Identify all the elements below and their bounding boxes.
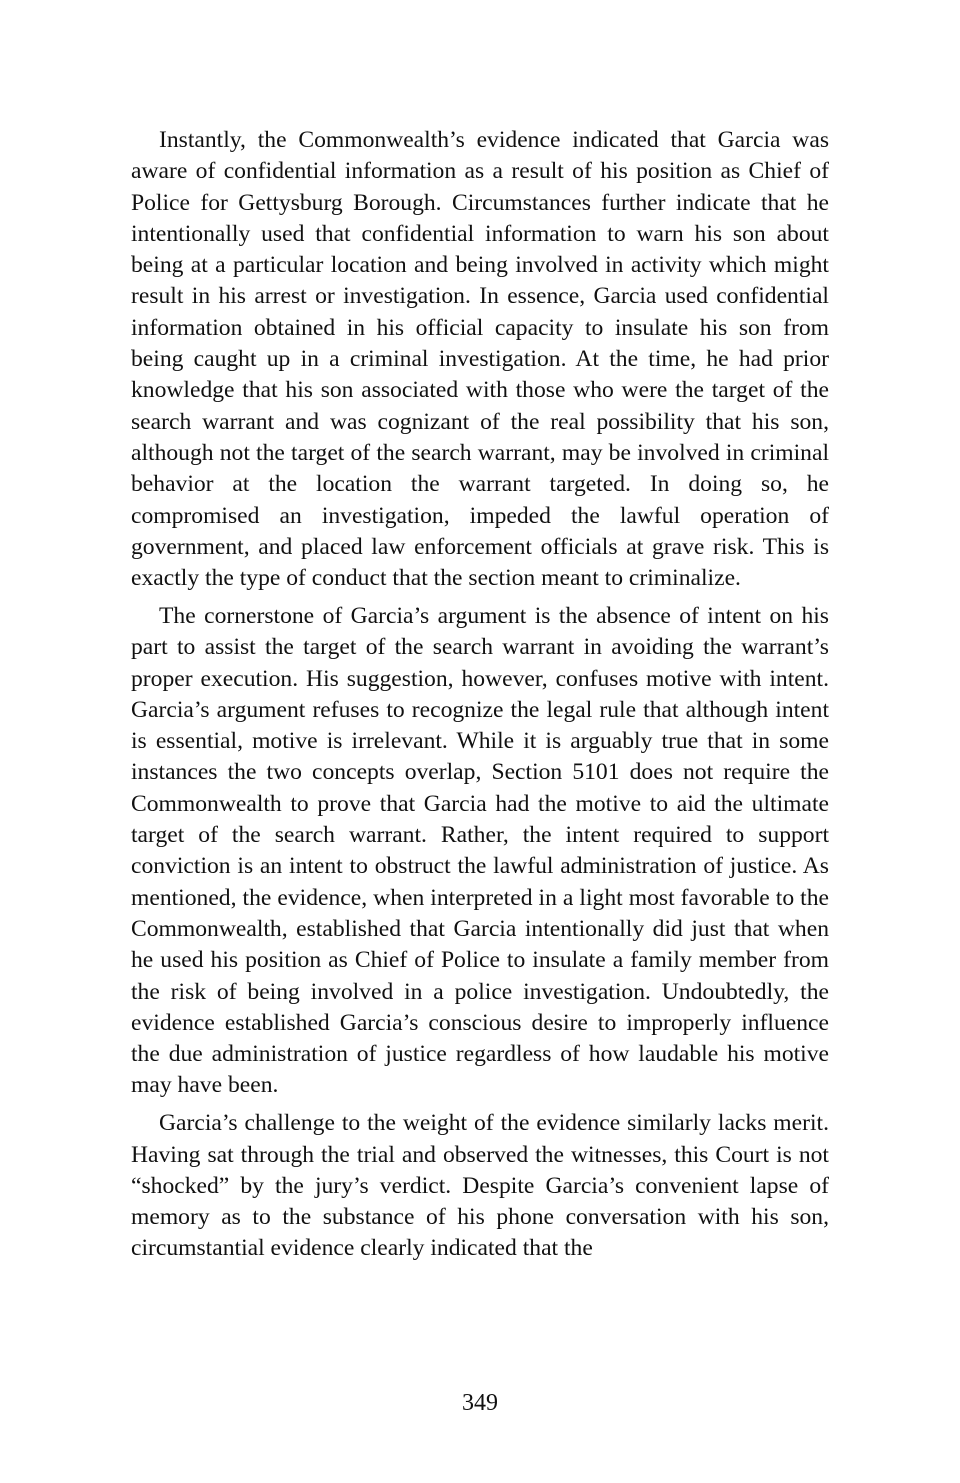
paragraph-weight-of-evidence: Garcia’s challenge to the weight of the evidence similarly lacks merit. Having sat through the trial and observed the witnesses, this Court is not “shocked” by the jury’s verdict. Despite Garcia’s convenient lapse of memory as to the substance of his phone conversation with his son, circumstantial evidence clearly indicated that the — [131, 1110, 829, 1262]
paragraph-evidence-summary: Instantly, the Commonwealth’s evidence indicated that Garcia was aware of confidential information as a result of his position as Chief of Police for Gettysburg Borough. Circumstances further indicate that he intentionally used that confidential information to warn his son about being at a particular location and being involved in activity which might result in his arrest or investigation. In essence, Garcia used confidential information obtained in his official capacity to insulate his son from being caught up in a criminal investigation. At the time, he had prior knowledge that his son associated with those who were the target of the search warrant and was cognizant of the real possibility that his son, although not the target of the search warrant, may be involved in criminal behavior at the location the warrant targeted. In doing so, he compromised an investigation, impeded the lawful operation of government, and placed law enforcement officials at grave risk. This is exactly the type of conduct that the section meant to criminalize. — [131, 127, 829, 592]
page-number: 349 — [462, 1390, 498, 1416]
page-body — [131, 125, 829, 1265]
paragraph-intent-vs-motive: The cornerstone of Garcia’s argument is the absence of intent on his part to assist the target of the search warrant in avoiding the warrant’s proper execution. His suggestion, however, confuses motive with intent. Garcia’s argument refuses to recognize the legal rule that although intent is essential, motive is irrelevant. While it is arguably true that in some instances the two concepts overlap, Section 5101 does not require the Commonwealth to prove that Garcia had the motive to aid the ultimate target of the search warrant. Rather, the intent required to support conviction is an intent to obstruct the lawful administration of justice. As mentioned, the evidence, when interpreted in a light most favorable to the Commonwealth, established that Garcia intentionally did just that when he used his position as Chief of Police to insulate a family member from the risk of being involved in a police investigation. Undoubtedly, the evidence established Garcia’s conscious desire to improperly influence the due administration of justice regardless of how laudable his motive may have been. — [131, 602, 829, 1099]
